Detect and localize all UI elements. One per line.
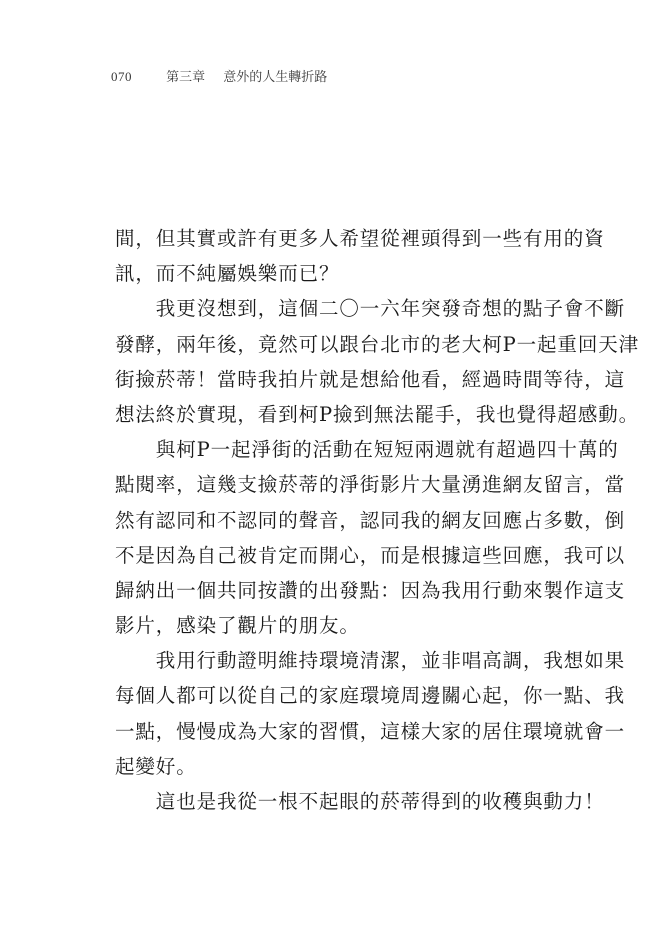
text-line: 影片，感染了觀片的朋友。 (115, 614, 360, 638)
text-line: 我用行動證明維持環境清潔，並非唱高調，我想如果 (115, 649, 626, 673)
text-line: 不是因為自己被肯定而開心，而是根據這些回應，我可以 (115, 543, 626, 567)
text-line: 一點，慢慢成為大家的習慣，這樣大家的居住環境就會一 (115, 719, 626, 743)
text-line: 訊，而不純屬娛樂而已？ (115, 262, 340, 286)
chapter-title: 意外的人生轉折路 (223, 70, 328, 85)
text-line: 歸納出一個共同按讚的出發點：因為我用行動來製作這支 (115, 578, 626, 602)
text-line: 街撿菸蒂！當時我拍片就是想給他看，經過時間等待，這 (115, 367, 626, 391)
text-line: 間，但其實或許有更多人希望從裡頭得到一些有用的資 (115, 227, 605, 250)
chapter-label: 第三章 (166, 70, 206, 85)
text-line: 起變好。 (115, 754, 197, 778)
text-line: 我更沒想到，這個二〇一六年突發奇想的點子會不斷 (115, 297, 626, 321)
text-line: 每個人都可以從自己的家庭環境周邊關心起，你一點、我 (115, 684, 626, 708)
text-line: 想法終於實現，看到柯P撿到無法罷手，我也覺得超感動。 (115, 402, 640, 426)
text-line: 然有認同和不認同的聲音，認同我的網友回應占多數，倒 (115, 508, 626, 532)
text-line: 點閱率，這幾支撿菸蒂的淨街影片大量湧進網友留言，當 (115, 473, 626, 497)
body-text (115, 221, 640, 819)
running-header (111, 66, 327, 85)
text-line: 這也是我從一根不起眼的菸蒂得到的收穫與動力！ (115, 790, 605, 813)
text-line: 發酵，兩年後，竟然可以跟台北市的老大柯P一起重回天津 (115, 332, 640, 356)
text-line: 與柯P一起淨街的活動在短短兩週就有超過四十萬的 (115, 438, 619, 462)
page-number: 070 (111, 69, 132, 84)
